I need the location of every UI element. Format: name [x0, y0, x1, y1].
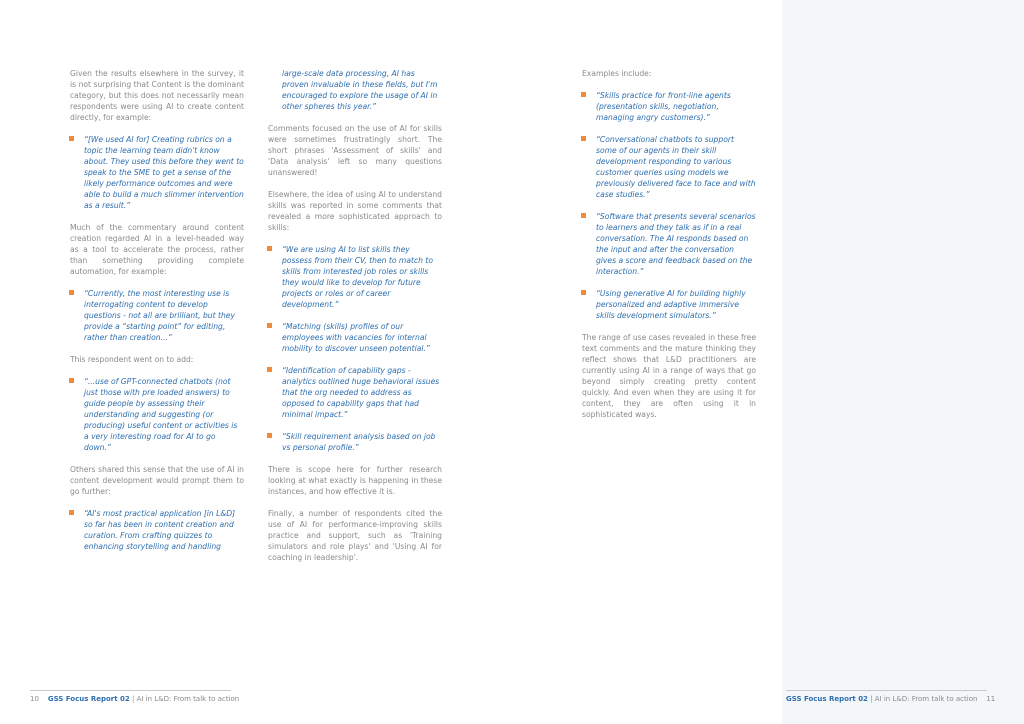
quote-item: [268, 431, 442, 453]
report-subtitle: AI in L&D: From talk to action: [874, 695, 978, 703]
footer-rule-right: [786, 690, 987, 691]
quote-text: “[We used AI for] Creating rubrics on a topic the learning team didn't know about. They used this before they went to speak to the SME to get a sense of the likely performance outcomes and were able to build a much slimmer intervention as a result.”: [84, 135, 244, 210]
square-bullet-icon: [267, 323, 272, 328]
quote-item: [70, 134, 244, 211]
column-3: [582, 68, 756, 431]
paragraph: Elsewhere, the idea of using AI to understand skills was reported in some comments that revealed a more sophisticated approach to skills:: [268, 190, 442, 232]
square-bullet-icon: [69, 136, 74, 141]
square-bullet-icon: [581, 290, 586, 295]
quote-text: “Conversational chatbots to support some of our agents in their skill development responding to various customer queries using models we previously delivered face to face and with case studies.”: [596, 135, 756, 199]
paragraph: Others shared this sense that the use of AI in content development would prompt them to go further:: [70, 465, 244, 496]
quote-text: “Matching (skills) profiles of our employees with vacancies for internal mobility to discover unseen potential.”: [282, 322, 430, 353]
footer-separator: |: [132, 695, 135, 703]
column-2: [268, 68, 442, 574]
square-bullet-icon: [69, 290, 74, 295]
page-number: 11: [986, 695, 996, 703]
column-1: [70, 68, 244, 563]
quote-item: [582, 90, 756, 123]
footer-right: [786, 695, 995, 703]
square-bullet-icon: [69, 510, 74, 515]
square-bullet-icon: [267, 246, 272, 251]
quote-text: “...use of GPT-connected chatbots (not just those with pre loaded answers) to guide people by assessing their understanding and suggesting (or producing) useful content or activities is a very interesting road for AI to go down.”: [84, 377, 238, 452]
footer-rule-left: [30, 690, 231, 691]
report-brand: GSS Focus Report 02: [47, 695, 130, 703]
quote-item: [582, 211, 756, 277]
square-bullet-icon: [267, 433, 272, 438]
quote-text: “Using generative AI for building highly personalized and adaptive immersive skills development simulators.”: [596, 289, 746, 320]
paragraph: Much of the commentary around content creation regarded AI in a level-headed way as a tool to accelerate the process, rather than something providing complete automation, for example:: [70, 223, 244, 276]
report-subtitle: AI in L&D: From talk to action: [136, 695, 240, 703]
quote-item: [70, 508, 244, 552]
quote-item: [582, 288, 756, 321]
paragraph: The range of use cases revealed in these free text comments and the mature thinking they reflect shows that L&D practitioners are currently using AI in a range of ways that go beyond simply creating pretty content quickly. And even when they are using it for content, they are often using it in sophisticated ways.: [582, 333, 756, 419]
quote-item: [268, 321, 442, 354]
quote-item: [70, 288, 244, 343]
report-brand: GSS Focus Report 02: [786, 695, 868, 703]
quote-item: [268, 244, 442, 310]
square-bullet-icon: [581, 136, 586, 141]
square-bullet-icon: [581, 92, 586, 97]
quote-continuation: large-scale data processing, AI has proven invaluable in these fields, but I'm encouraged to explore the usage of AI in other spheres this year.”: [282, 69, 438, 111]
quote-text: “AI's most practical application [in L&D] so far has been in content creation and curation. From crafting quizzes to enhancing storytelling and handling: [84, 509, 236, 551]
paragraph: Comments focused on the use of AI for skills were sometimes frustratingly short. The short phrases 'Assessment of skills' and 'Data analysis' left so many questions unanswered!: [268, 124, 442, 177]
quote-item: [70, 376, 244, 453]
quote-item: [268, 365, 442, 420]
quote-text: “Identification of capability gaps - analytics outlined huge behavioral issues that the org needed to address as opposed to capability gaps that had minimal impact.”: [282, 366, 440, 419]
quote-text: “Skill requirement analysis based on job vs personal profile.”: [282, 432, 436, 452]
square-bullet-icon: [69, 378, 74, 383]
quote-item: [582, 134, 756, 200]
quote-text: “Currently, the most interesting use is interrogating content to develop questions - not all are brilliant, but they provide a “starting point” for editing, rather than creation...”: [84, 289, 235, 342]
paragraph: Examples include:: [582, 69, 652, 78]
paragraph: This respondent went on to add:: [70, 355, 194, 364]
page-number: 10: [30, 695, 39, 703]
quote-text: “Skills practice for front-line agents (presentation skills, negotiation, managing angry customers).”: [596, 91, 731, 122]
paragraph: Finally, a number of respondents cited the use of AI for performance-improving skills practice and support, such as 'Training simulators and role plays' and 'Using AI for coaching in leadership'.: [268, 509, 442, 562]
footer-left: [30, 695, 239, 703]
paragraph: There is scope here for further research looking at what exactly is happening in these instances, and how effective it is.: [268, 465, 442, 496]
footer-separator: |: [870, 695, 873, 703]
quote-text: “Software that presents several scenarios to learners and they talk as if in a real conversation. The AI responds based on the input and after the conversation gives a score and feedback based on the interaction.”: [596, 212, 756, 276]
right-page-panel: [782, 0, 1024, 724]
paragraph: Given the results elsewhere in the survey, it is not surprising that Content is the dominant category, but this does not necessarily mean respondents were using AI to create content directly, for example:: [70, 69, 244, 122]
square-bullet-icon: [581, 213, 586, 218]
square-bullet-icon: [267, 367, 272, 372]
quote-text: “We are using AI to list skills they possess from their CV, then to match to skills from interested job roles or skills they would like to develop for future projects or roles or of career development.”: [282, 245, 433, 309]
